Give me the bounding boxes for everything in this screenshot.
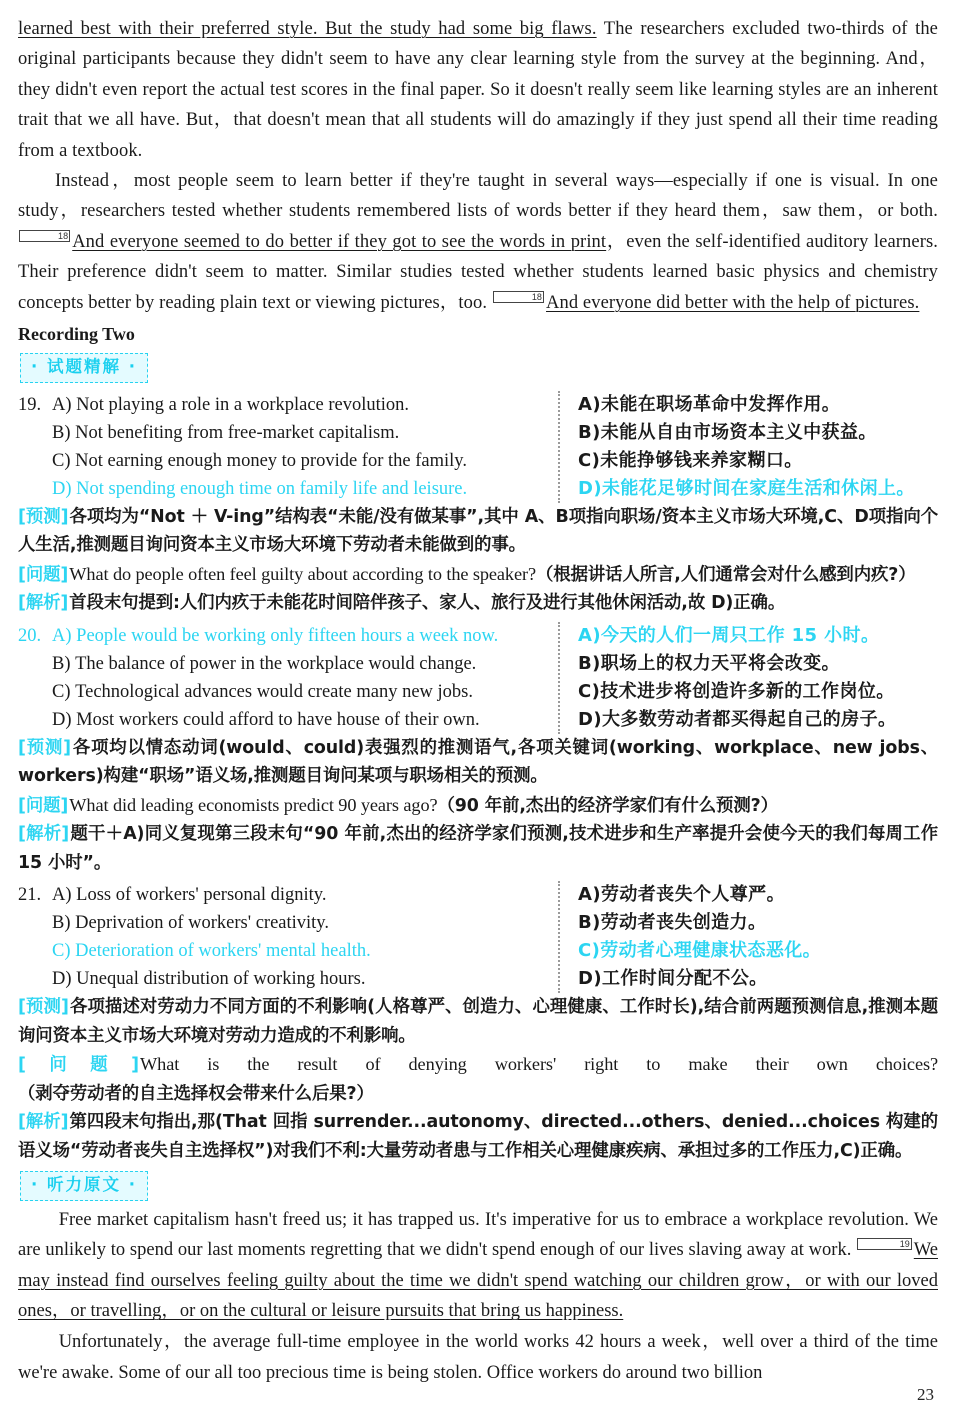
- option-text: Not spending enough time on family life and leisure.: [76, 478, 468, 499]
- option-zh-row-20-b[interactable]: [578, 650, 938, 678]
- question-text-zh: （根据讲话人所言,人们通常会对什么感到内疚?）: [535, 564, 916, 585]
- option-zh-row-19-a[interactable]: [578, 391, 938, 419]
- prediction-label: [预测]: [18, 506, 69, 527]
- option-row-20-d[interactable]: [18, 706, 552, 734]
- passage-paragraph-2-mid: ，even the self-identified auditory learners. Their preference didn't seem to matter. Similar studies tested whether students learned basic physics and chemistry concepts better by reading plain text or viewing pictures，too.: [18, 231, 938, 313]
- explanation-21: [18, 1108, 938, 1165]
- question-21-options-en: [18, 881, 558, 993]
- option-text: 未能花足够时间在家庭生活和休闲上。: [601, 477, 915, 499]
- explanation-label: [解析]: [18, 1112, 69, 1133]
- passage-paragraph-1: [18, 14, 938, 166]
- question-text-20: [18, 791, 938, 821]
- option-letter: A): [52, 394, 72, 415]
- option-text: The balance of power in the workplace would change.: [75, 653, 477, 674]
- option-row-21-d[interactable]: [18, 965, 552, 993]
- passage-paragraph-2: [18, 166, 938, 318]
- option-row-19-c[interactable]: [18, 447, 552, 475]
- option-zh-row-21-a[interactable]: [578, 881, 938, 909]
- prediction-label: [预测]: [18, 737, 71, 758]
- prediction-20: [18, 734, 938, 791]
- option-row-21-c[interactable]: [18, 937, 552, 965]
- option-row-19-a[interactable]: [18, 391, 552, 419]
- option-letter: A): [52, 625, 72, 646]
- underlined-sentence-3: And everyone did better with the help of pictures.: [546, 292, 920, 313]
- option-letter: B): [52, 653, 71, 674]
- option-letter: C): [578, 680, 601, 702]
- transcript-paragraph-2: Unfortunately，the average full-time employee in the world works 42 hours a week，well over a third of the time we're awake. Some of our all too precious time is being stolen. Office workers do around two billion: [18, 1331, 938, 1383]
- option-text: 今天的人们一周只工作 15 小时。: [600, 624, 880, 646]
- option-text: Not benefiting from free-market capitalism.: [75, 422, 400, 443]
- option-text: Not playing a role in a workplace revolution.: [76, 394, 410, 415]
- question-text-en: What is the result of denying workers' right to make their own choices?: [140, 1054, 938, 1075]
- question-number-19: 19.: [18, 394, 42, 415]
- option-zh-row-19-c[interactable]: [578, 447, 938, 475]
- option-letter: D): [52, 709, 72, 730]
- question-19-options-en: [18, 391, 558, 503]
- prediction-label: [预测]: [18, 997, 69, 1018]
- underlined-sentence-2: And everyone seemed to do better if they got to see the words in print: [72, 231, 607, 252]
- transcript-underlined-sentence: We may instead find ourselves feeling guilty about the time we didn't spend watching our children grow，or with our loved ones，or travelling，or on the cultural or leisure pursuits that bring us happiness.: [18, 1240, 938, 1322]
- option-text: 劳动者心理健康状态恶化。: [600, 940, 822, 962]
- option-text: 劳动者丧失个人尊严。: [600, 884, 785, 906]
- question-block-20: [18, 622, 938, 878]
- question-20-options-zh: [558, 622, 938, 734]
- option-text: Loss of workers' personal dignity.: [76, 885, 327, 906]
- option-text: Most workers could afford to have house of their own.: [76, 709, 480, 730]
- option-letter: B): [52, 913, 71, 934]
- option-text: Deterioration of workers' mental health.: [75, 941, 371, 962]
- explanation-text: 第四段末句指出,那(That 回指 surrender...autonomy、directed...others、denied...choices 构建的语义场“劳动者丧失自主选择权”)对我们不利:大量劳动者患与工作相关心理健康疾病、承担过多的工作压力,C)正确。: [18, 1112, 938, 1161]
- question-label: [问题]: [18, 564, 69, 585]
- option-text: 未能在职场革命中发挥作用。: [600, 393, 841, 415]
- option-row-21-a[interactable]: [18, 881, 552, 909]
- explanation-20: [18, 820, 938, 877]
- option-zh-row-20-a[interactable]: [578, 622, 938, 650]
- option-letter: B): [578, 421, 601, 443]
- option-text: 未能从自由市场资本主义中获益。: [600, 421, 877, 443]
- question-block-21: [18, 881, 938, 1165]
- question-text-zh: （90 年前,杰出的经济学家们有什么预测?）: [437, 795, 778, 816]
- question-text-zh: （剥夺劳动者的自主选择权会带来什么后果?）: [18, 1083, 374, 1104]
- option-zh-row-19-b[interactable]: [578, 419, 938, 447]
- option-text: 职场上的权力天平将会改变。: [600, 652, 840, 674]
- question-label: [问题]: [18, 795, 69, 816]
- option-letter: A): [578, 393, 601, 415]
- prediction-21: [18, 993, 938, 1050]
- option-letter: C): [52, 681, 71, 702]
- prediction-text: 各项均以情态动词(would、could)表强烈的推测语气,各项关键词(working、workplace、new jobs、workers)构建“职场”语义场,推测题目询问某项与职场相关的预测。: [18, 737, 939, 787]
- option-text: 技术进步将创造许多新的工作岗位。: [600, 680, 895, 702]
- explanation-text: 首段末句提到:人们内疚于未能花时间陪伴孩子、家人、旅行及进行其他休闲活动,故 D)正确。: [69, 593, 786, 614]
- question-20-options-en: [18, 622, 558, 734]
- option-zh-row-20-d[interactable]: [578, 706, 938, 734]
- option-letter: D): [52, 478, 72, 499]
- option-text: 劳动者丧失创造力。: [600, 912, 767, 934]
- footnote-marker-19: 19: [857, 1238, 912, 1250]
- option-letter: A): [52, 885, 72, 906]
- question-text-19: [18, 560, 938, 590]
- page-number: 23: [917, 1385, 934, 1404]
- option-row-19-d[interactable]: [18, 475, 552, 503]
- option-text: 未能挣够钱来养家糊口。: [600, 449, 803, 471]
- question-block-19: [18, 391, 938, 618]
- option-text: Deprivation of workers' creativity.: [75, 913, 329, 934]
- option-letter: D): [578, 968, 602, 990]
- option-row-19-b[interactable]: [18, 419, 552, 447]
- transcript-paragraph-1: [18, 1205, 938, 1327]
- option-letter: D): [578, 708, 602, 730]
- option-row-20-c[interactable]: [18, 678, 552, 706]
- option-zh-row-21-c[interactable]: [578, 937, 938, 965]
- option-text: Unequal distribution of working hours.: [76, 969, 366, 990]
- option-text: Technological advances would create many new jobs.: [75, 681, 473, 702]
- explanation-text: 题干＋A)同义复现第三段末句“90 年前,杰出的经济学家们预测,技术进步和生产率提升会使今天的我们每周工作 15 小时”。: [18, 824, 938, 873]
- explanation-label: [解析]: [18, 593, 69, 614]
- question-20-options-row: [18, 622, 938, 734]
- option-letter: C): [578, 940, 601, 962]
- option-zh-row-19-d[interactable]: [578, 475, 938, 503]
- question-text-21: [18, 1050, 938, 1108]
- prediction-19: [18, 503, 938, 560]
- option-letter: A): [578, 624, 601, 646]
- option-zh-row-21-b[interactable]: [578, 909, 938, 937]
- footnote-marker-18b: 18: [493, 291, 544, 303]
- question-number-21: 21.: [18, 885, 42, 906]
- recording-two-heading: Recording Two: [18, 324, 135, 345]
- question-label: [问题]: [18, 1055, 140, 1076]
- option-letter: C): [52, 450, 71, 471]
- question-21-options-zh: [558, 881, 938, 993]
- question-19-options-row: [18, 391, 938, 503]
- option-letter: A): [578, 884, 601, 906]
- option-letter: B): [578, 912, 601, 934]
- passage-paragraph-2-lead: Instead，most people seem to learn better if they're taught in several ways—especially if one is visual. In one study，researchers tested whether students remembered lists of words better if they heard them，saw them，or both.: [18, 171, 938, 222]
- option-letter: B): [52, 422, 71, 443]
- passage-paragraph-1-rest: The researchers excluded two-thirds of the original participants because they didn't seem to have any clear learning style from the survey at the beginning. And，they didn't even report the actual test scores in the final paper. So it doesn't really seem like learning styles are an inherent trait that we all have. But，that doesn't mean that all students will do amazingly if they just spend all their time reading from a textbook.: [18, 19, 938, 161]
- question-number-20: 20.: [18, 625, 42, 646]
- option-text: People would be working only fifteen hours a week now.: [76, 625, 499, 646]
- option-text: 大多数劳动者都买得起自己的房子。: [601, 708, 897, 730]
- option-letter: C): [578, 449, 601, 471]
- explanation-label: [解析]: [18, 824, 70, 845]
- option-zh-row-21-d[interactable]: [578, 965, 938, 993]
- question-19-options-zh: [558, 391, 938, 503]
- option-text: Not earning enough money to provide for the family.: [75, 450, 467, 471]
- option-letter: B): [578, 652, 601, 674]
- explanation-19: [18, 589, 938, 618]
- option-letter: D): [52, 969, 72, 990]
- option-letter: C): [52, 941, 71, 962]
- footnote-marker-18a: 18: [19, 230, 70, 242]
- option-row-20-b[interactable]: [18, 650, 552, 678]
- question-text-en: What did leading economists predict 90 years ago?: [69, 794, 438, 815]
- badge-analysis: · 试题精解 ·: [20, 353, 148, 383]
- option-text: 工作时间分配不公。: [601, 968, 768, 990]
- option-letter: D): [578, 477, 602, 499]
- prediction-text: 各项均为“Not ＋ V-ing”结构表“未能/没有做某事”,其中 A、B项指向职场/资本主义市场大环境,C、D项指向个人生活,推测题目询问资本主义市场大环境下劳动者未能做到的事。: [18, 506, 939, 556]
- underlined-sentence-1: learned best with their preferred style. But the study had some big flaws.: [18, 19, 597, 39]
- option-row-21-b[interactable]: [18, 909, 552, 937]
- option-zh-row-20-c[interactable]: [578, 678, 938, 706]
- question-21-options-row: [18, 881, 938, 993]
- transcript-lead: Free market capitalism hasn't freed us; it has trapped us. It's imperative for us to embrace a workplace revolution. We are unlikely to spend our last moments regretting that we didn't spend enough of our lives slaving away at work.: [18, 1209, 938, 1261]
- prediction-text: 各项描述对劳动力不同方面的不利影响(人格尊严、创造力、心理健康、工作时长),结合前两题预测信息,推测本题询问资本主义市场大环境对劳动力造成的不利影响。: [18, 997, 938, 1046]
- option-row-20-a[interactable]: [18, 622, 552, 650]
- badge-transcript: · 听力原文 ·: [20, 1171, 148, 1201]
- question-text-en: What do people often feel guilty about according to the speaker?: [69, 563, 536, 584]
